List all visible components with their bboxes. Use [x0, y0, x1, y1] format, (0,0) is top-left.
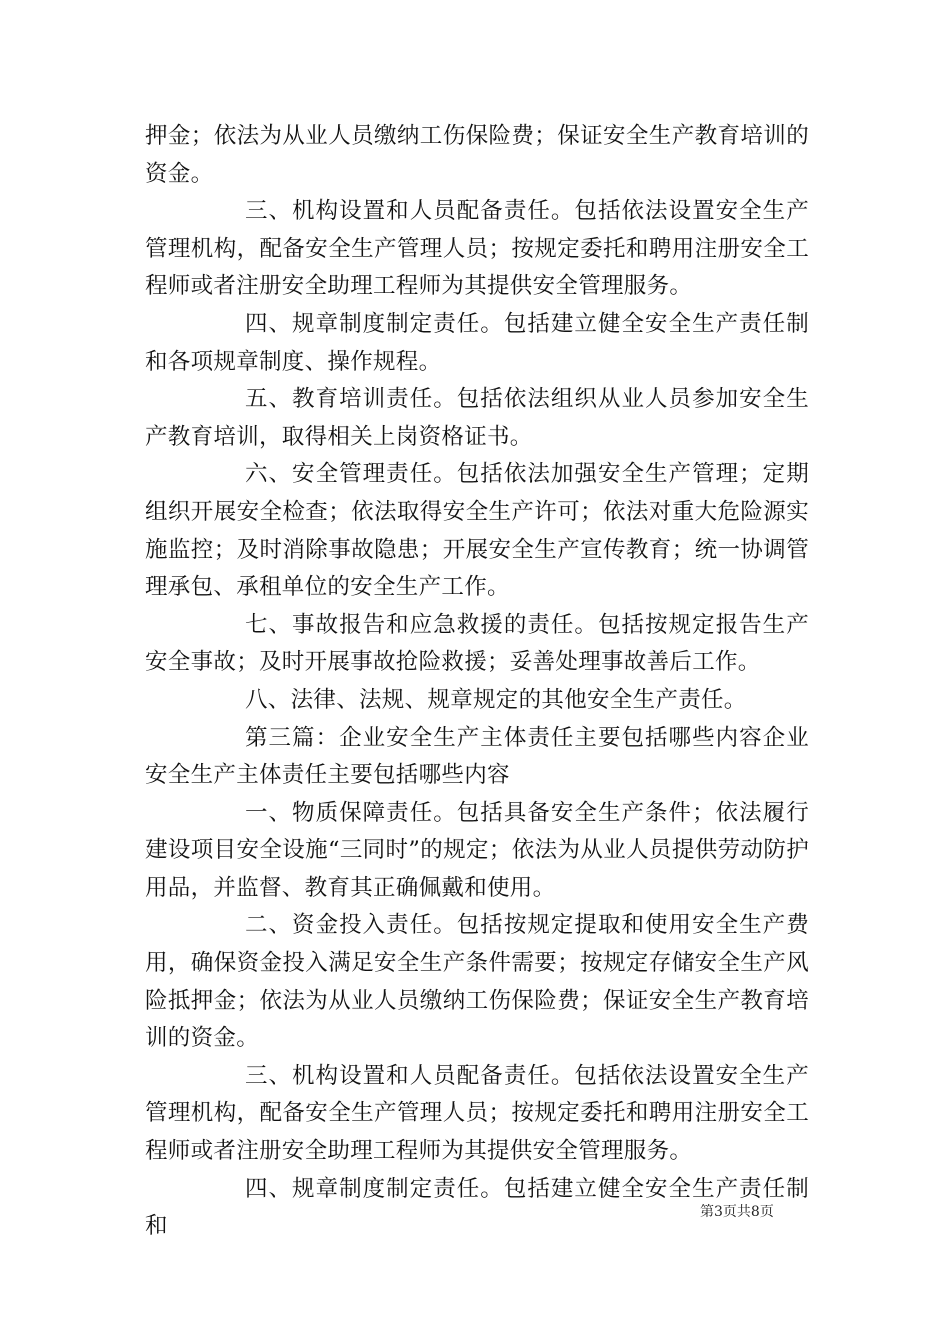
paragraph: 四、规章制度制定责任。包括建立健全安全生产责任制和 [145, 1175, 809, 1240]
paragraph: 八、法律、法规、规章规定的其他安全生产责任。 [245, 686, 747, 713]
paragraph: 七、事故报告和应急救援的责任。包括按规定报告生产安全事故；及时开展事故抢险救援；妥善处理事故善后工作。 [145, 611, 809, 676]
paragraph: 一、物质保障责任。包括具备安全生产条件；依法履行建设项目安全设施“三同时”的规定；依法为从业人员提供劳动防护用品，并监督、教育其正确佩戴和使用。 [145, 799, 809, 901]
section-heading: 第三篇：企业安全生产主体责任主要包括哪些内容企业安全生产主体责任主要包括哪些内容 [145, 724, 809, 789]
document-body [145, 118, 809, 1246]
paragraph: 六、安全管理责任。包括依法加强安全生产管理；定期组织开展安全检查；依法取得安全生产许可；依法对重大危险源实施监控；及时消除事故隐患；开展安全生产宣传教育；统一协调管理承包、承租单位的安全生产工作。 [145, 461, 809, 601]
paragraph: 押金；依法为从业人员缴纳工伤保险费；保证安全生产教育培训的资金。 [145, 123, 809, 187]
paragraph: 二、资金投入责任。包括按规定提取和使用安全生产费用，确保资金投入满足安全生产条件需要；按规定存储安全生产风险抵押金；依法为从业人员缴纳工伤保险费；保证安全生产教育培训的资金。 [145, 912, 809, 1052]
paragraph: 四、规章制度制定责任。包括建立健全安全生产责任制和各项规章制度、操作规程。 [145, 310, 809, 375]
page-number-footer: 第3页共8页 [700, 1204, 774, 1220]
paragraph: 三、机构设置和人员配备责任。包括依法设置安全生产管理机构，配备安全生产管理人员；按规定委托和聘用注册安全工程师或者注册安全助理工程师为其提供安全管理服务。 [145, 198, 809, 300]
paragraph: 五、教育培训责任。包括依法组织从业人员参加安全生产教育培训，取得相关上岗资格证书。 [145, 386, 809, 450]
paragraph: 三、机构设置和人员配备责任。包括依法设置安全生产管理机构，配备安全生产管理人员；按规定委托和聘用注册安全工程师或者注册安全助理工程师为其提供安全管理服务。 [145, 1062, 809, 1165]
